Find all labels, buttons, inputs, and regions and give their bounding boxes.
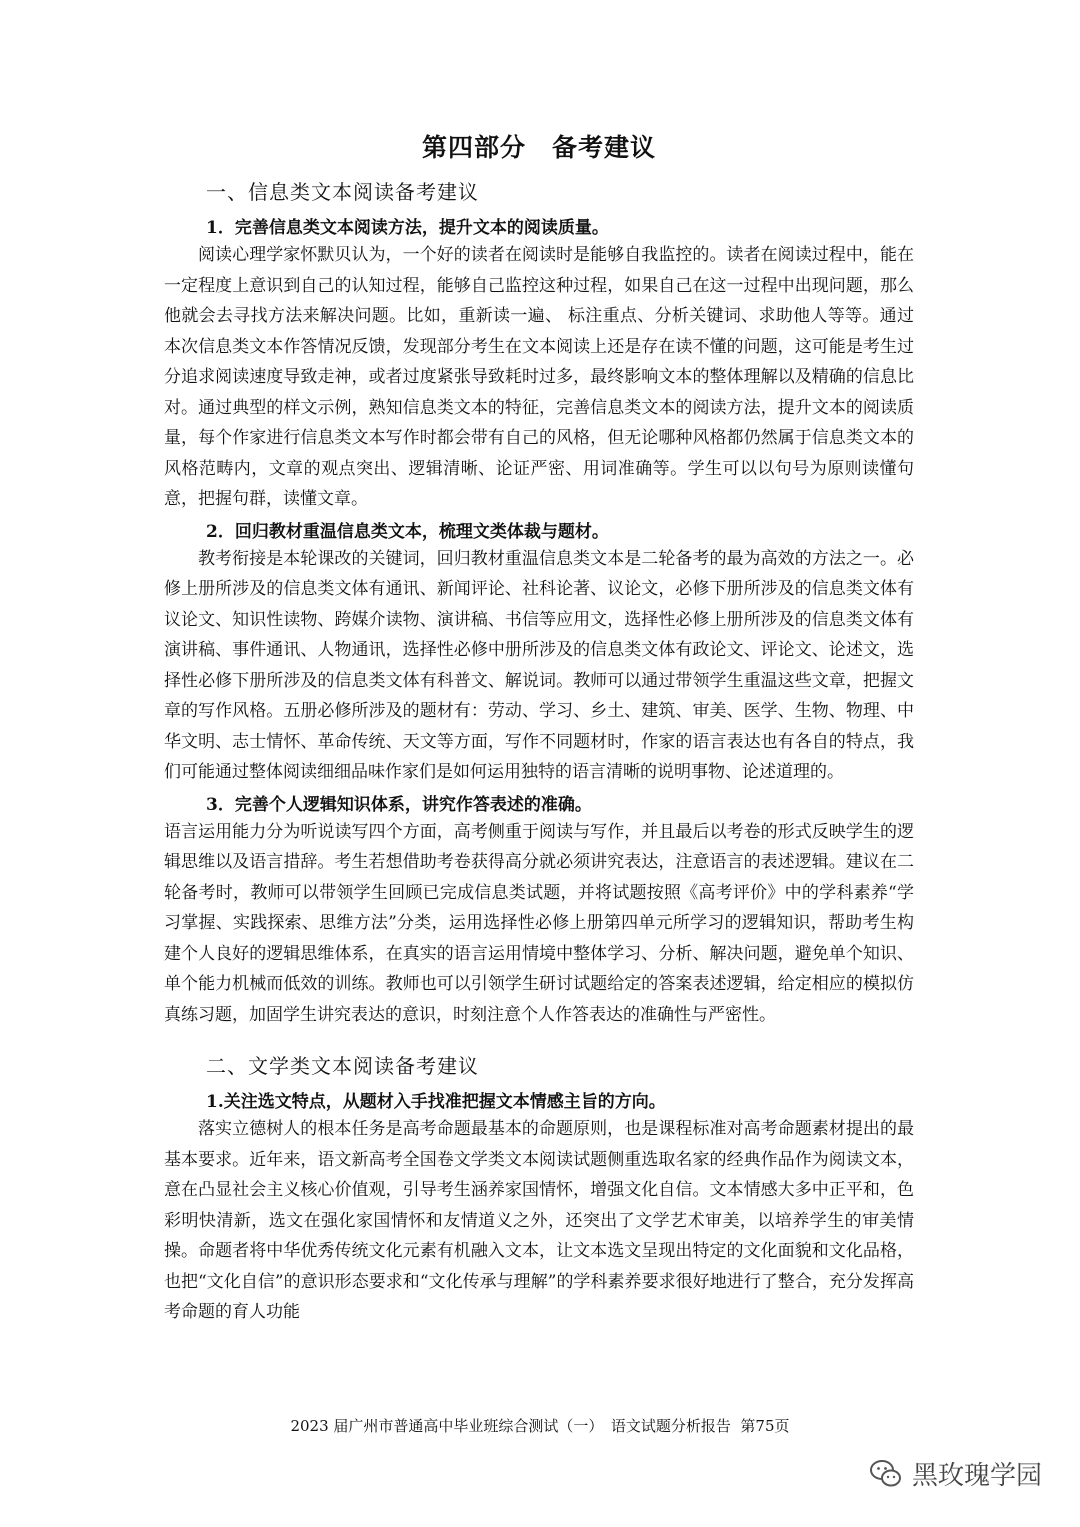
- paragraph-2-1: 落实立德树人的根本任务是高考命题最基本的命题原则，也是课程标准对高考命题素材提出的最基本要求。近年来，语文新高考全国卷文学类文本阅读试题侧重选取名家的经典作品作为阅读文本，意在凸显社会主义核心价值观，引导考生涵养家国情怀，增强文化自信。文本情感大多中正平和，色彩明快清新，选文在强化家国情怀和友情道义之外，还突出了文学艺术审美，以培养学生的审美情操。命题者将中华优秀传统文化元素有机融入文本，让文本选文呈现出特定的文化面貌和文化品格，也把“文化自信”的意识形态要求和“文化传承与理解”的学科素养要求很好地进行了整合，充分发挥高考命题的育人功能: [164, 1119, 914, 1322]
- watermark: [868, 1455, 1042, 1492]
- page-content: [164, 128, 914, 1328]
- paragraph-1-2: 教考衔接是本轮课改的关键词，回归教材重温信息类文本是二轮备考的最为高效的方法之一。必修上册所涉及的信息类文体有通讯、新闻评论、社科论著、议论文，必修下册所涉及的信息类文体有议论文、知识性读物、跨媒介读物、演讲稿、书信等应用文，选择性必修上册所涉及的信息类文体有演讲稿、事件通讯、人物通讯，选择性必修中册所涉及的信息类文体有政论文、评论文、论述文，选择性必修下册所涉及的信息类文体有科普文、解说词。教师可以通过带领学生重温这些文章，把握文章的写作风格。五册必修所涉及的题材有：劳动、学习、乡土、建筑、审美、医学、生物、物理、中华文明、志士情怀、革命传统、天文等方面，写作不同题材时，作家的语言表达也有各自的特点，我们可能通过整体阅读细细品味作家们是如何运用独特的语言清晰的说明事物、论述道理的。: [164, 548, 914, 782]
- section-title-1: 一、信息类文本阅读备考建议: [206, 180, 479, 204]
- subsection-title-1-2: 2．回归教材重温信息类文本，梳理文类体裁与题材。: [206, 521, 609, 542]
- page-footer: 2023 届广州市普通高中毕业班综合测试（一） 语文试题分析报告 第75页: [290, 1417, 790, 1435]
- subsection-title-1-1: 1．完善信息类文本阅读方法，提升文本的阅读质量。: [206, 218, 609, 238]
- subsection-title-2-1: 1.关注选文特点，从题材入手找准把握文本情感主旨的方向。: [206, 1092, 666, 1112]
- watermark-text: 黑玫瑰学园: [911, 1461, 1042, 1491]
- wechat-icon: [868, 1456, 904, 1492]
- section-title-2: 二、文学类文本阅读备考建议: [206, 1054, 479, 1078]
- part-title: 第四部分 备考建议: [421, 133, 656, 162]
- subsection-title-1-3: 3．完善个人逻辑知识体系，讲究作答表述的准确。: [206, 794, 592, 815]
- paragraph-1-1: 阅读心理学家怀默贝认为，一个好的读者在阅读时是能够自我监控的。读者在阅读过程中，能在一定程度上意识到自己的认知过程，能够自己监控这种过程，如果自己在这一过程中出现问题，那么他就会去寻找方法来解决问题。比如，重新读一遍、 标注重点、分析关键词、求助他人等等。通过本次信息类文本作答情况反馈，发现部分考生在文本阅读上还是存在读不懂的问题，这可能是考生过分追求阅读速度导致走神，或者过度紧张导致耗时过多，最终影响文本的整体理解以及精确的信息比对。通过典型的样文示例，熟知信息类文本的特征，完善信息类文本的阅读方法，提升文本的阅读质量，每个作家进行信息类文本写作时都会带有自己的风格，但无论哪种风格都仍然属于信息类文本的风格范畴内，文章的观点突出、逻辑清晰、论证严密、用词准确等。学生可以以句号为原则读懂句意，把握句群，读懂文章。: [164, 245, 914, 509]
- paragraph-1-3: 语言运用能力分为听说读写四个方面，高考侧重于阅读与写作，并且最后以考卷的形式反映学生的逻辑思维以及语言措辞。考生若想借助考卷获得高分就必须讲究表达，注意语言的表述逻辑。建议在二轮备考时，教师可以带领学生回顾已完成信息类试题，并将试题按照《高考评价》中的学科素养“学习掌握、实践探索、思维方法”分类，运用选择性必修上册第四单元所学习的逻辑知识，帮助考生构建个人良好的逻辑思维体系，在真实的语言运用情境中整体学习、分析、解决问题，避免单个知识、单个能力机械而低效的训练。教师也可以引领学生研讨试题给定的答案表述逻辑，给定相应的模拟仿真练习题，加固学生讲究表达的意识，时刻注意个人作答表达的准确性与严密性。: [164, 821, 914, 1025]
